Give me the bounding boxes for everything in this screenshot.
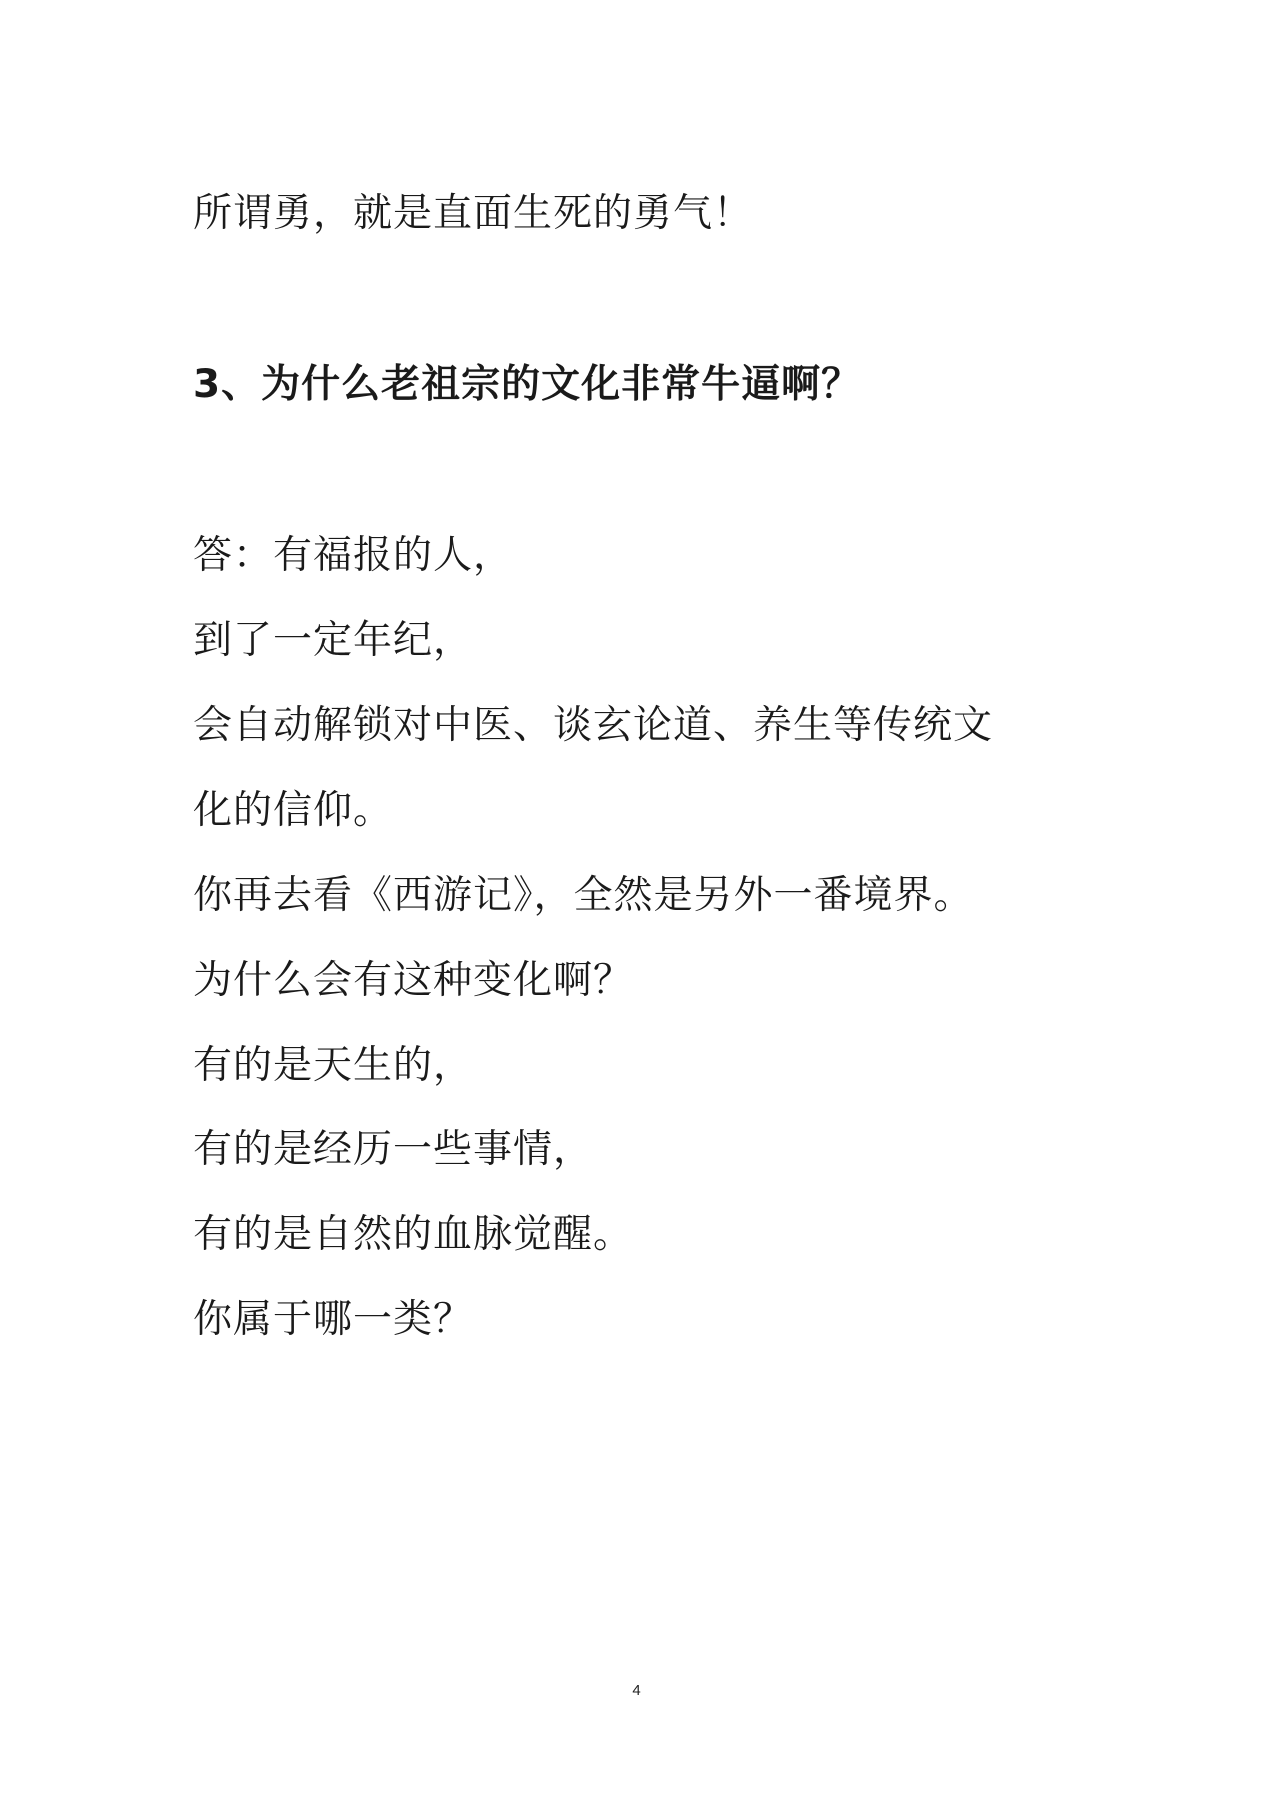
body-line: 化的信仰。 (193, 788, 394, 833)
body-line: 为什么会有这种变化啊？ (193, 958, 634, 1003)
body-line: 你属于哪一类？ (193, 1297, 474, 1342)
body-line: 答：有福报的人， (193, 533, 514, 578)
body-line: 到了一定年纪， (193, 618, 474, 663)
body-line: 有的是天生的， (193, 1043, 474, 1088)
page-number: 4 (632, 1682, 641, 1699)
body-line: 有的是自然的血脉觉醒。 (193, 1212, 634, 1257)
body-line: 有的是经历一些事情， (193, 1127, 594, 1172)
section-heading: 3、为什么老祖宗的文化非常牛逼啊？ (193, 362, 862, 407)
intro-line: 所谓勇，就是直面生死的勇气！ (193, 191, 754, 236)
body-line: 你再去看《西游记》，全然是另外一番境界。 (193, 873, 974, 918)
body-line: 会自动解锁对中医、谈玄论道、养生等传统文 (193, 703, 994, 748)
